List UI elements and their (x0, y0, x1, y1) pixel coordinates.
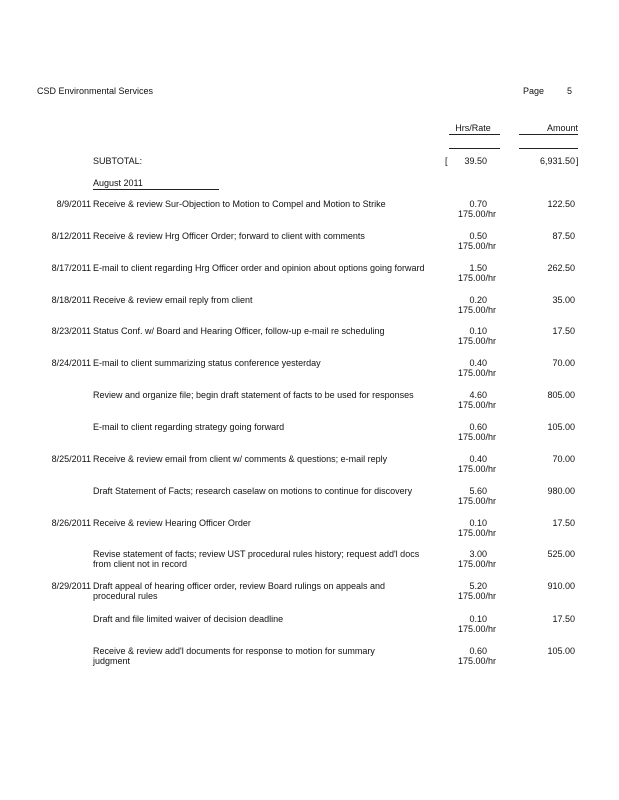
subtotal-bracket-open: [ (445, 156, 448, 166)
entry-rate: 175.00/hr (458, 400, 497, 410)
entry-date: 8/23/2011 (51, 326, 91, 336)
entry-rate: 175.00/hr (458, 336, 497, 346)
column-header-amount: Amount (546, 123, 578, 133)
entry-hours: 1.50 (469, 263, 487, 273)
column-header-hrs-rate: Hrs/Rate (455, 123, 491, 133)
entry-hours: 5.60 (469, 486, 487, 496)
entry-date: 8/24/2011 (51, 358, 91, 368)
entry-hours: 4.60 (469, 390, 487, 400)
subtotal-bracket-close: ] (576, 156, 579, 166)
header-underline-hrs (449, 134, 500, 135)
header-underline-amount (519, 134, 578, 135)
client-name: CSD Environmental Services (37, 86, 154, 96)
entry-rate: 175.00/hr (458, 591, 497, 601)
entry-amount: 122.50 (547, 199, 575, 209)
entry-date: 8/9/2011 (56, 199, 91, 209)
page-label: Page (523, 86, 545, 96)
entry-hours: 0.70 (469, 199, 487, 209)
month-heading: August 2011 (93, 178, 219, 190)
entry-amount: 105.00 (547, 422, 575, 432)
entry-description: E-mail to client regarding Hrg Officer order and opinion about options going forward (93, 263, 425, 273)
entry-rate: 175.00/hr (458, 624, 497, 634)
entry-hours: 0.60 (469, 422, 487, 432)
entry-description: Draft and file limited waiver of decision deadline (93, 614, 284, 624)
entry-hours: 0.10 (469, 518, 487, 528)
entry-date: 8/17/2011 (51, 263, 91, 273)
entry-date: 8/18/2011 (51, 295, 91, 305)
entry-rate: 175.00/hr (458, 464, 497, 474)
entry-date: 8/26/2011 (51, 518, 91, 528)
entry-description: Draft appeal of hearing officer order, review Board rulings on appeals and procedural rules (93, 581, 386, 601)
entry-hours: 0.40 (469, 358, 487, 368)
entry-hours: 0.20 (469, 295, 487, 305)
entry-hours: 0.50 (469, 231, 487, 241)
entry-description: Revise statement of facts; review UST procedural rules history; request add'l docs from client not in record (93, 549, 420, 569)
entry-amount: 17.50 (552, 518, 575, 528)
column-rule-amount (519, 148, 578, 149)
entry-amount: 35.00 (552, 295, 575, 305)
entry-rate: 175.00/hr (458, 368, 497, 378)
entry-description: E-mail to client regarding strategy going forward (93, 422, 285, 432)
subtotal-hours: 39.50 (464, 156, 487, 166)
entry-date: 8/12/2011 (51, 231, 91, 241)
entry-amount: 105.00 (547, 646, 575, 656)
entry-rate: 175.00/hr (458, 305, 497, 315)
entry-date: 8/29/2011 (51, 581, 91, 591)
entry-date: 8/25/2011 (51, 454, 91, 464)
entry-rate: 175.00/hr (458, 241, 497, 251)
entry-description: Receive & review Hrg Officer Order; forward to client with comments (93, 231, 365, 241)
entry-hours: 3.00 (469, 549, 487, 559)
entry-amount: 17.50 (552, 614, 575, 624)
entry-hours: 0.10 (469, 326, 487, 336)
entry-hours: 5.20 (469, 581, 487, 591)
subtotal-label: SUBTOTAL: (93, 156, 143, 166)
entry-hours: 0.60 (469, 646, 487, 656)
entry-amount: 805.00 (547, 390, 575, 400)
entry-rate: 175.00/hr (458, 656, 497, 666)
entry-description: E-mail to client summarizing status conference yesterday (93, 358, 321, 368)
column-rule-hrs (449, 148, 500, 149)
entry-amount: 980.00 (547, 486, 575, 496)
entry-amount: 70.00 (552, 454, 575, 464)
entry-description: Receive & review Hearing Officer Order (93, 518, 251, 528)
entry-amount: 70.00 (552, 358, 575, 368)
entry-description: Status Conf. w/ Board and Hearing Officer, follow-up e-mail re scheduling (93, 326, 385, 336)
entry-rate: 175.00/hr (458, 559, 497, 569)
subtotal-amount: 6,931.50 (539, 156, 575, 166)
entry-description: Receive & review email from client w/ comments & questions; e-mail reply (93, 454, 388, 464)
entry-description: Receive & review Sur-Objection to Motion to Compel and Motion to Strike (93, 199, 386, 209)
entry-amount: 87.50 (552, 231, 575, 241)
entry-description: Receive & review add'l documents for response to motion for summary judgment (93, 646, 375, 666)
entry-rate: 175.00/hr (458, 209, 497, 219)
entry-description: Receive & review email reply from client (93, 295, 253, 305)
entry-rate: 175.00/hr (458, 528, 497, 538)
entry-hours: 0.10 (469, 614, 487, 624)
entry-amount: 525.00 (547, 549, 575, 559)
entry-amount: 17.50 (552, 326, 575, 336)
entry-amount: 262.50 (547, 263, 575, 273)
entry-hours: 0.40 (469, 454, 487, 464)
entry-rate: 175.00/hr (458, 273, 497, 283)
entry-description: Review and organize file; begin draft statement of facts to be used for responses (93, 390, 414, 400)
entry-rate: 175.00/hr (458, 432, 497, 442)
page-number: 5 (567, 86, 573, 96)
entry-description: Draft Statement of Facts; research caselaw on motions to continue for discovery (93, 486, 413, 496)
entry-amount: 910.00 (547, 581, 575, 591)
entry-rate: 175.00/hr (458, 496, 497, 506)
